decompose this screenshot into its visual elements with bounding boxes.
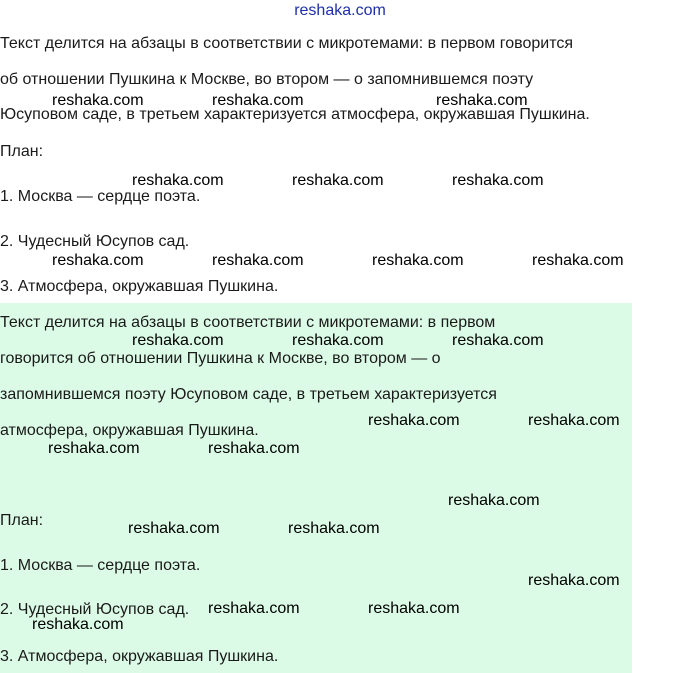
watermark: reshaka.com xyxy=(132,332,224,349)
watermark: reshaka.com xyxy=(372,252,464,269)
plan-item: 3. Атмосфера, окружавшая Пушкина. xyxy=(0,648,279,665)
watermark: reshaka.com xyxy=(212,92,304,109)
watermark: reshaka.com xyxy=(288,520,380,537)
watermark: reshaka.com xyxy=(528,412,620,429)
plan-label: План: xyxy=(0,512,44,529)
paragraph-line: атмосфера, окружавшая Пушкина. xyxy=(0,422,259,439)
site-header-link[interactable]: reshaka.com xyxy=(294,2,386,19)
watermark: reshaka.com xyxy=(32,616,124,633)
watermark: reshaka.com xyxy=(528,572,620,589)
watermark: reshaka.com xyxy=(208,440,300,457)
watermark: reshaka.com xyxy=(448,492,540,509)
plan-item: 2. Чудесный Юсупов сад. xyxy=(0,601,190,618)
watermark: reshaka.com xyxy=(48,440,140,457)
watermark: reshaka.com xyxy=(212,252,304,269)
paragraph-line: Юсуповом саде, в третьем характеризуется атмосфера, окружавшая Пушкина. xyxy=(0,106,590,123)
watermark: reshaka.com xyxy=(132,172,224,189)
paragraph-line: об отношении Пушкина к Москве, во втором — о запомнившемся поэту xyxy=(0,71,534,88)
watermark: reshaka.com xyxy=(452,172,544,189)
plan-item: 1. Москва — сердце поэта. xyxy=(0,188,201,205)
watermark: reshaka.com xyxy=(292,172,384,189)
plan-item: 3. Атмосфера, окружавшая Пушкина. xyxy=(0,278,279,295)
watermark: reshaka.com xyxy=(532,252,624,269)
plan-item: 1. Москва — сердце поэта. xyxy=(0,557,201,574)
watermark: reshaka.com xyxy=(128,520,220,537)
watermark: reshaka.com xyxy=(368,600,460,617)
watermark: reshaka.com xyxy=(52,92,144,109)
watermark: reshaka.com xyxy=(436,92,528,109)
paragraph-line: Текст делится на абзацы в соответствии с микротемами: в первом xyxy=(0,314,496,331)
paragraph-line: говорится об отношении Пушкина к Москве, во втором — о xyxy=(0,350,441,367)
paragraph-line: запомнившемся поэту Юсуповом саде, в третьем характеризуется xyxy=(0,386,497,403)
watermark: reshaka.com xyxy=(52,252,144,269)
plan-item: 2. Чудесный Юсупов сад. xyxy=(0,233,190,250)
watermark: reshaka.com xyxy=(292,332,384,349)
watermark: reshaka.com xyxy=(208,600,300,617)
watermark: reshaka.com xyxy=(452,332,544,349)
plan-label: План: xyxy=(0,143,44,160)
watermark: reshaka.com xyxy=(368,412,460,429)
paragraph-line: Текст делится на абзацы в соответствии с микротемами: в первом говорится xyxy=(0,35,573,52)
